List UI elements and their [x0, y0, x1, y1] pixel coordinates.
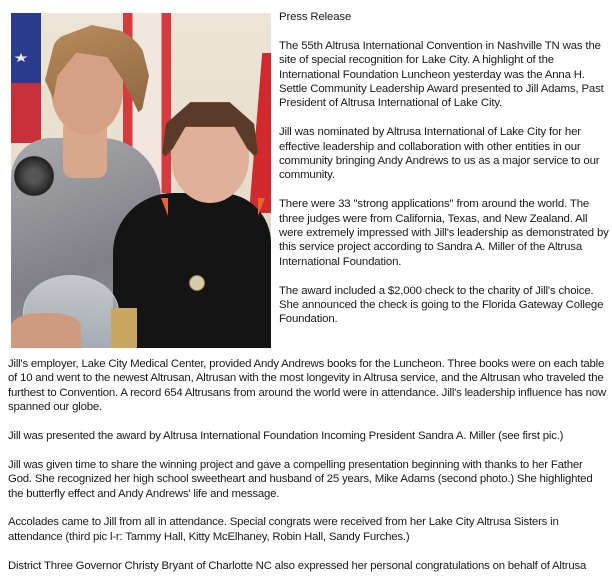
altrusa-pin	[189, 275, 205, 291]
paragraph-applications: There were 33 "strong applications" from around the world. The three judges were from California, Texas, and New Zealand. All were extremely impressed with Jill's leadership as demonstrated by this service project according to Sandra A. Miller of the Altrusa International Foundation.	[279, 198, 609, 268]
paragraph-governor: District Three Governor Christy Bryant of Charlotte NC also expressed her personal congratulations on behalf of Altrusa	[8, 559, 587, 572]
article-side-column	[279, 10, 609, 341]
flower-brooch	[11, 153, 57, 199]
name-badge	[111, 308, 137, 348]
paragraph-presentation: Jill was given time to share the winning project and gave a compelling presentation beginning with thanks to her Father God. She recognized her high school sweetheart and husband of 25 years, Mike Adams (second photo.) She highlighted the butterfly effect and Andy Andrews' life and message.	[8, 458, 593, 500]
paragraph-convention: The 55th Altrusa International Convention in Nashville TN was the site of special recognition for Lake City. A highlight of the International Foundation Luncheon yesterday was the Anna H. Settle Community Leadership Award presented to Jill Adams, Past President of Altrusa International of Lake City.	[279, 39, 604, 110]
paragraph-nomination: Jill was nominated by Altrusa International of Lake City for her effective leadership and collaboration with other entities in our community bringing Andy Andrews to us as a major service to our community.	[279, 126, 600, 182]
award-photo	[11, 13, 271, 348]
press-release-heading: Press Release	[279, 11, 352, 23]
article-full-width	[8, 357, 608, 587]
flag-red-stripe	[11, 83, 41, 143]
hands	[11, 313, 81, 348]
paragraph-presented: Jill was presented the award by Altrusa International Foundation Incoming President Sandra A. Miller (see first pic.)	[8, 430, 564, 443]
paragraph-accolades: Accolades came to Jill from all in attendance. Special congrats were received from her Lake City Altrusa Sisters in attendance (third pic l-r: Tammy Hall, Kitty McElhaney, Robin Hall, Sandy Furches.)	[8, 516, 559, 543]
paragraph-check: The award included a $2,000 check to the charity of Jill's choice. She announced the check is going to the Florida Gateway College Foundation.	[279, 284, 604, 326]
paragraph-books: Jill's employer, Lake City Medical Center, provided Andy Andrews books for the Luncheon. Three books were on each table of 10 and went to the newest Altrusan, Altrusan with the most longevity in Altrusa service, and the Altrusan who traveled the furthest to Convention. A record 654 Altrusans from around the world were in attendance. Jill's leadership influence has now spanned our globe.	[8, 358, 606, 414]
